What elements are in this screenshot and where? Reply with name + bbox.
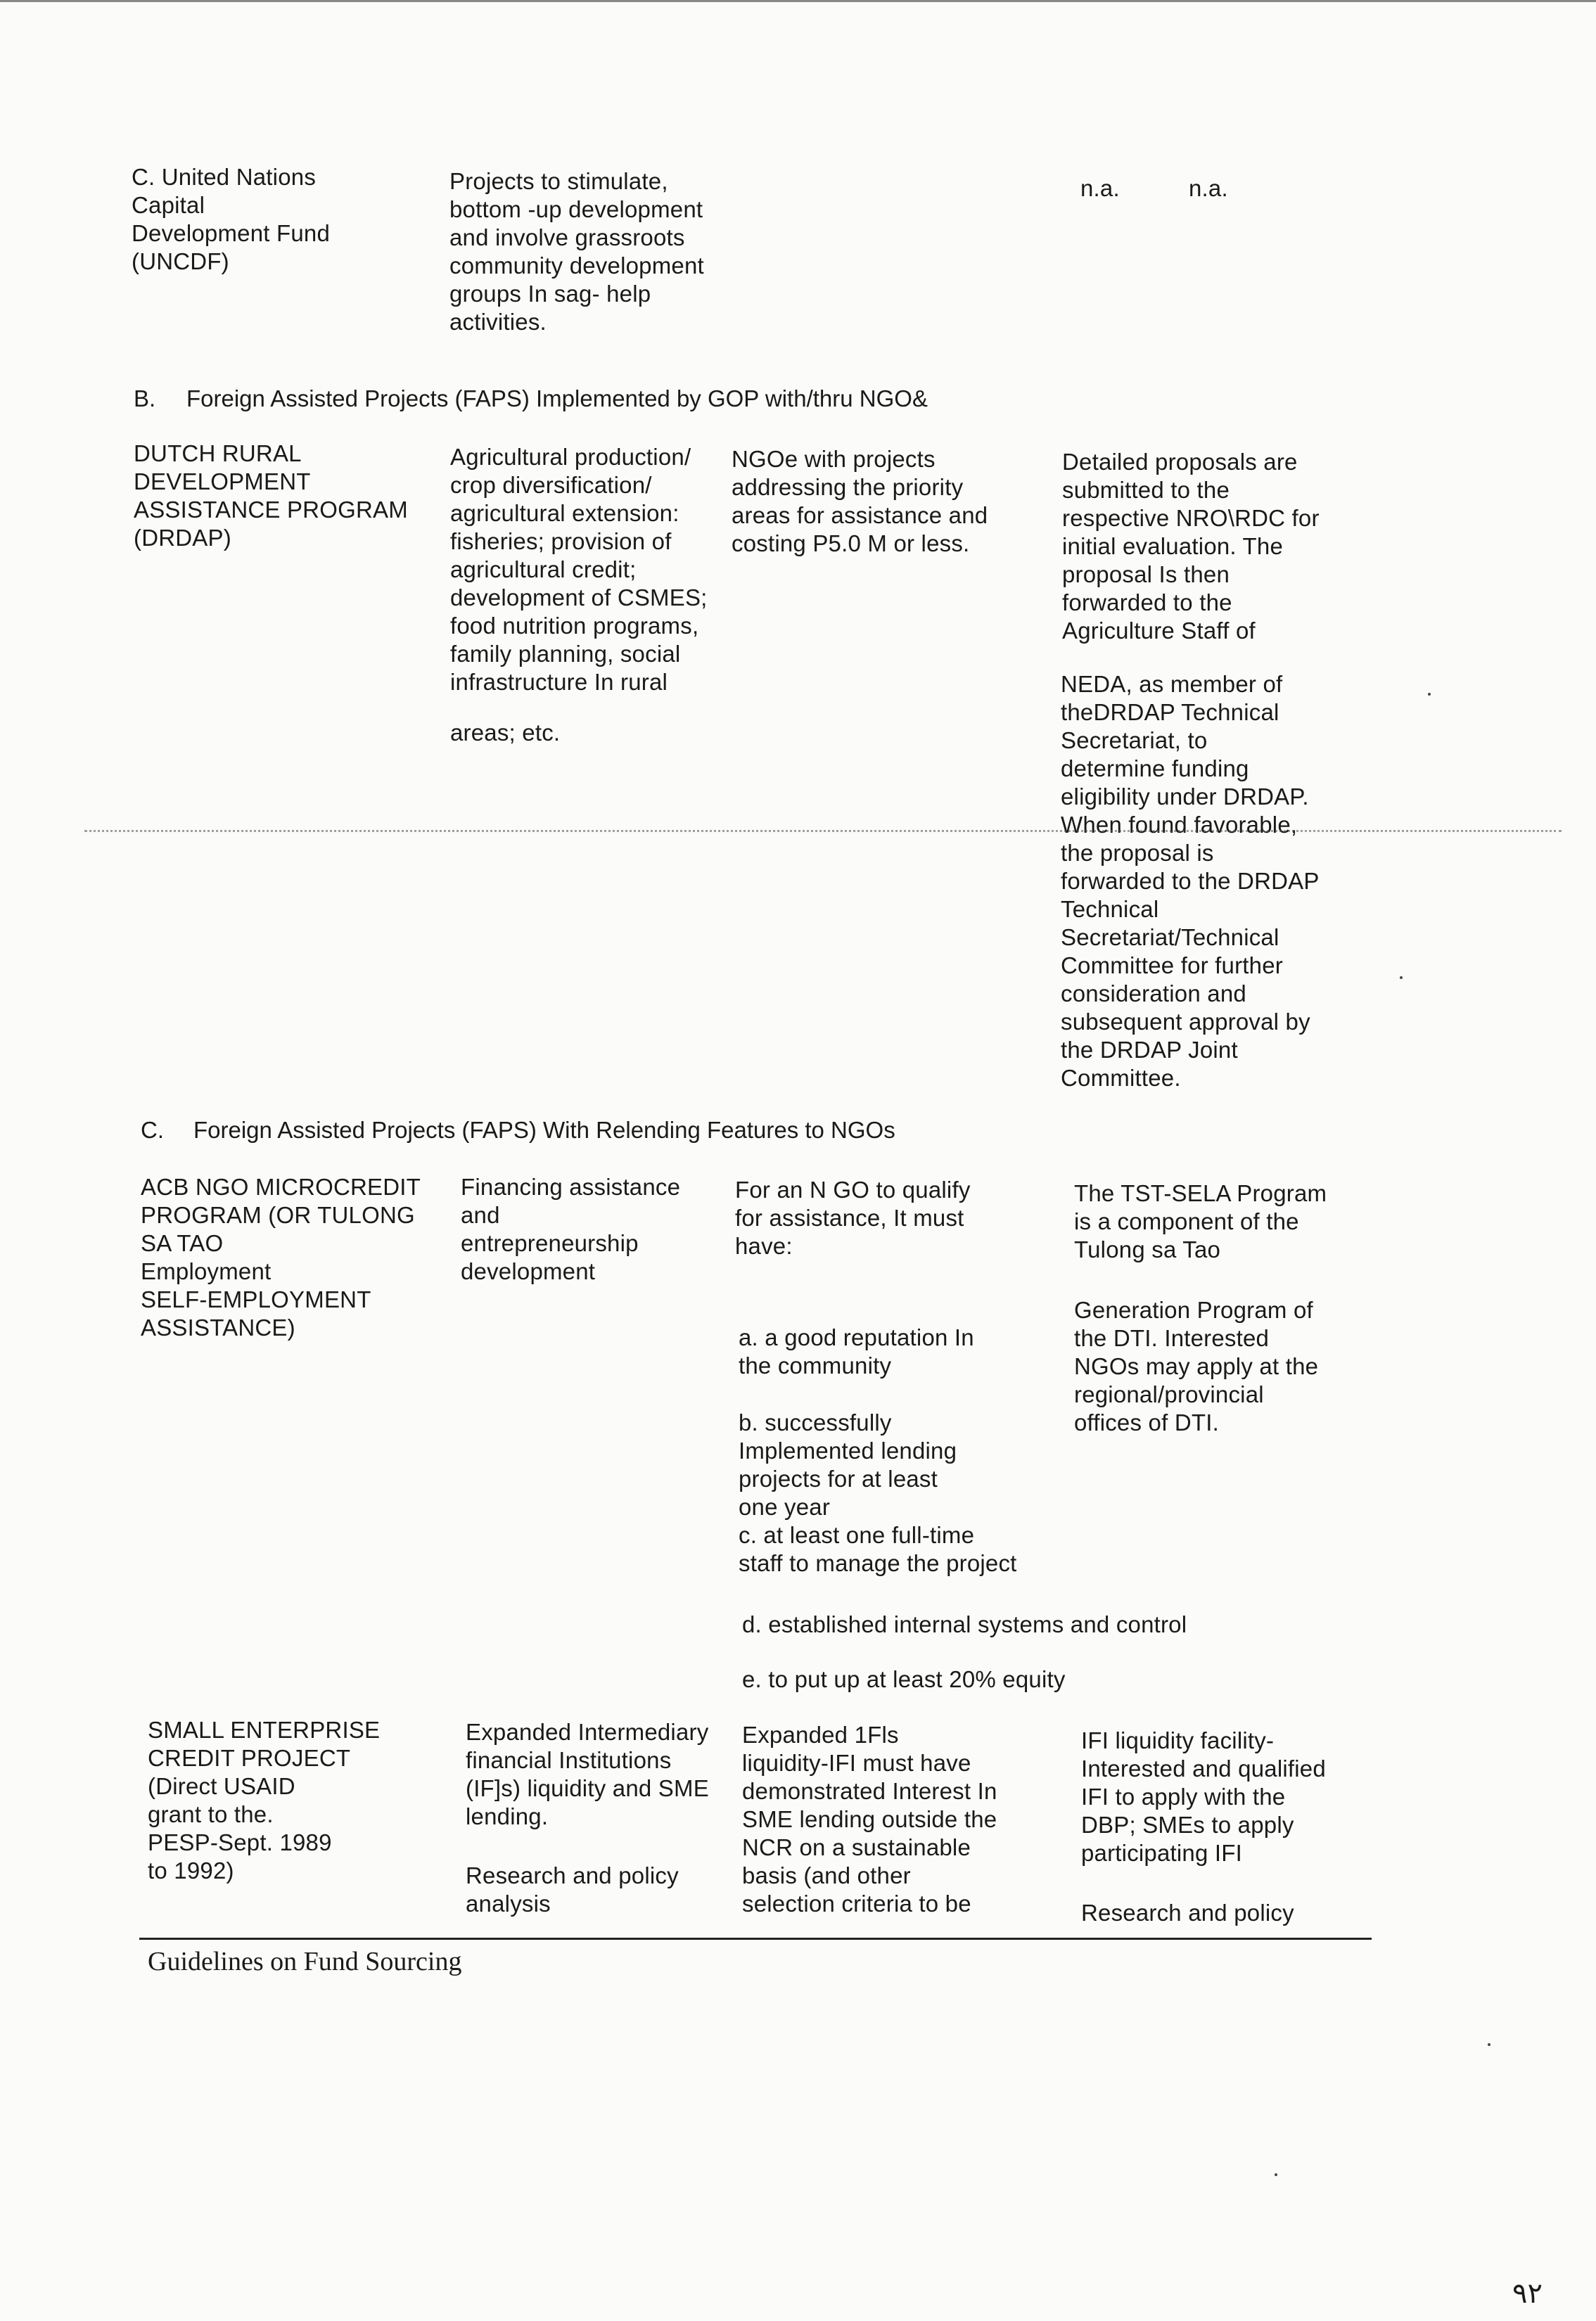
- dotted-divider: [84, 830, 1562, 832]
- drdap-procedure-a: Detailed proposals are submitted to the respective NRO\RDC for initial evaluation. The proposal Is then forwarded to the Agriculture Staff of: [1062, 449, 1320, 644]
- secp-name: SMALL ENTERPRISE CREDIT PROJECT (Direct USAID grant to the. PESP-Sept. 1989 to 1992): [148, 1717, 381, 1884]
- uncdf-name: C. United Nations Capital Development Fund (UNCDF): [132, 164, 331, 274]
- acb-criteria-a: a. a good reputation In the community: [739, 1324, 974, 1379]
- footer-rule: [139, 1938, 1372, 1940]
- section-b-heading: [134, 385, 928, 413]
- uncdf-col3: n.a.: [1080, 175, 1120, 201]
- drdap-description: Agricultural production/ crop diversification/ agricultural extension: fisheries; provision of agricultural credit; development of CSMES; food nutrition programs, family planning, social infrastructure In rural: [450, 444, 708, 695]
- acb-eligibility-intro: For an N GO to qualify for assistance, It must have:: [735, 1177, 971, 1259]
- page-number: ۹۲: [1512, 2278, 1543, 2309]
- drdap-name: DUTCH RURAL DEVELOPMENT ASSISTANCE PROGRAM (DRDAP): [134, 440, 408, 551]
- section-c-heading: [141, 1116, 895, 1144]
- secp-procedure-b: Research and policy: [1081, 1900, 1294, 1926]
- secp-eligibility: Expanded 1Fls liquidity-IFI must have demonstrated Interest In SME lending outside the NCR on a sustainable basis (and other selection criteria to be: [742, 1722, 997, 1917]
- drdap-eligibility: NGOe with projects addressing the priority areas for assistance and costing P5.0 M or less.: [732, 446, 988, 556]
- acb-criteria-d: d. established internal systems and control: [742, 1611, 1187, 1637]
- section-b-title: Foreign Assisted Projects (FAPS) Implemented by GOP with/thru NGO&: [186, 385, 928, 411]
- acb-name: ACB NGO MICROCREDIT PROGRAM (OR TULONG SA TAO Employment SELF-EMPLOYMENT ASSISTANCE): [141, 1174, 421, 1341]
- secp-description-b: Research and policy analysis: [466, 1862, 679, 1917]
- uncdf-description: Projects to stimulate, bottom -up development and involve grassroots community development groups In sag- help activities.: [449, 168, 704, 335]
- footer-text: Guidelines on Fund Sourcing: [148, 1947, 462, 1976]
- acb-procedure-b: Generation Program of the DTI. Interested NGOs may apply at the regional/provincial offices of DTI.: [1074, 1297, 1319, 1436]
- section-c-title: Foreign Assisted Projects (FAPS) With Relending Features to NGOs: [193, 1117, 895, 1143]
- top-edge-line: [0, 0, 1596, 2]
- scan-speck: [1488, 2043, 1490, 2046]
- acb-criteria-c: c. at least one full-time staff to manage the project: [739, 1522, 1017, 1576]
- acb-criteria-e: e. to put up at least 20% equity: [742, 1666, 1066, 1692]
- secp-description: Expanded Intermediary financial Institutions (IF]s) liquidity and SME lending.: [466, 1719, 709, 1829]
- scan-speck: [1275, 2173, 1277, 2176]
- section-b-letter: B.: [134, 385, 156, 411]
- drdap-procedure-b: NEDA, as member of theDRDAP Technical Secretariat, to determine funding eligibility under DRDAP. When found favorable, the proposal is forwarded to the DRDAP Technical Secretariat/Technical Committee for further consideration and subsequent approval by the DRDAP Joint Committee.: [1061, 671, 1320, 1091]
- drdap-description-tail: areas; etc.: [450, 720, 561, 746]
- scan-speck: [1428, 693, 1431, 696]
- scan-speck: [1400, 976, 1403, 979]
- acb-criteria-b: b. successfully Implemented lending projects for at least one year: [739, 1409, 957, 1520]
- acb-description: Financing assistance and entrepreneurship development: [461, 1174, 681, 1284]
- section-c-letter: C.: [141, 1117, 164, 1143]
- acb-procedure-a: The TST-SELA Program is a component of the Tulong sa Tao: [1074, 1180, 1327, 1262]
- uncdf-col4: n.a.: [1189, 175, 1228, 201]
- secp-procedure-a: IFI liquidity facility- Interested and qualified IFI to apply with the DBP; SMEs to apply participating IFI: [1081, 1727, 1326, 1866]
